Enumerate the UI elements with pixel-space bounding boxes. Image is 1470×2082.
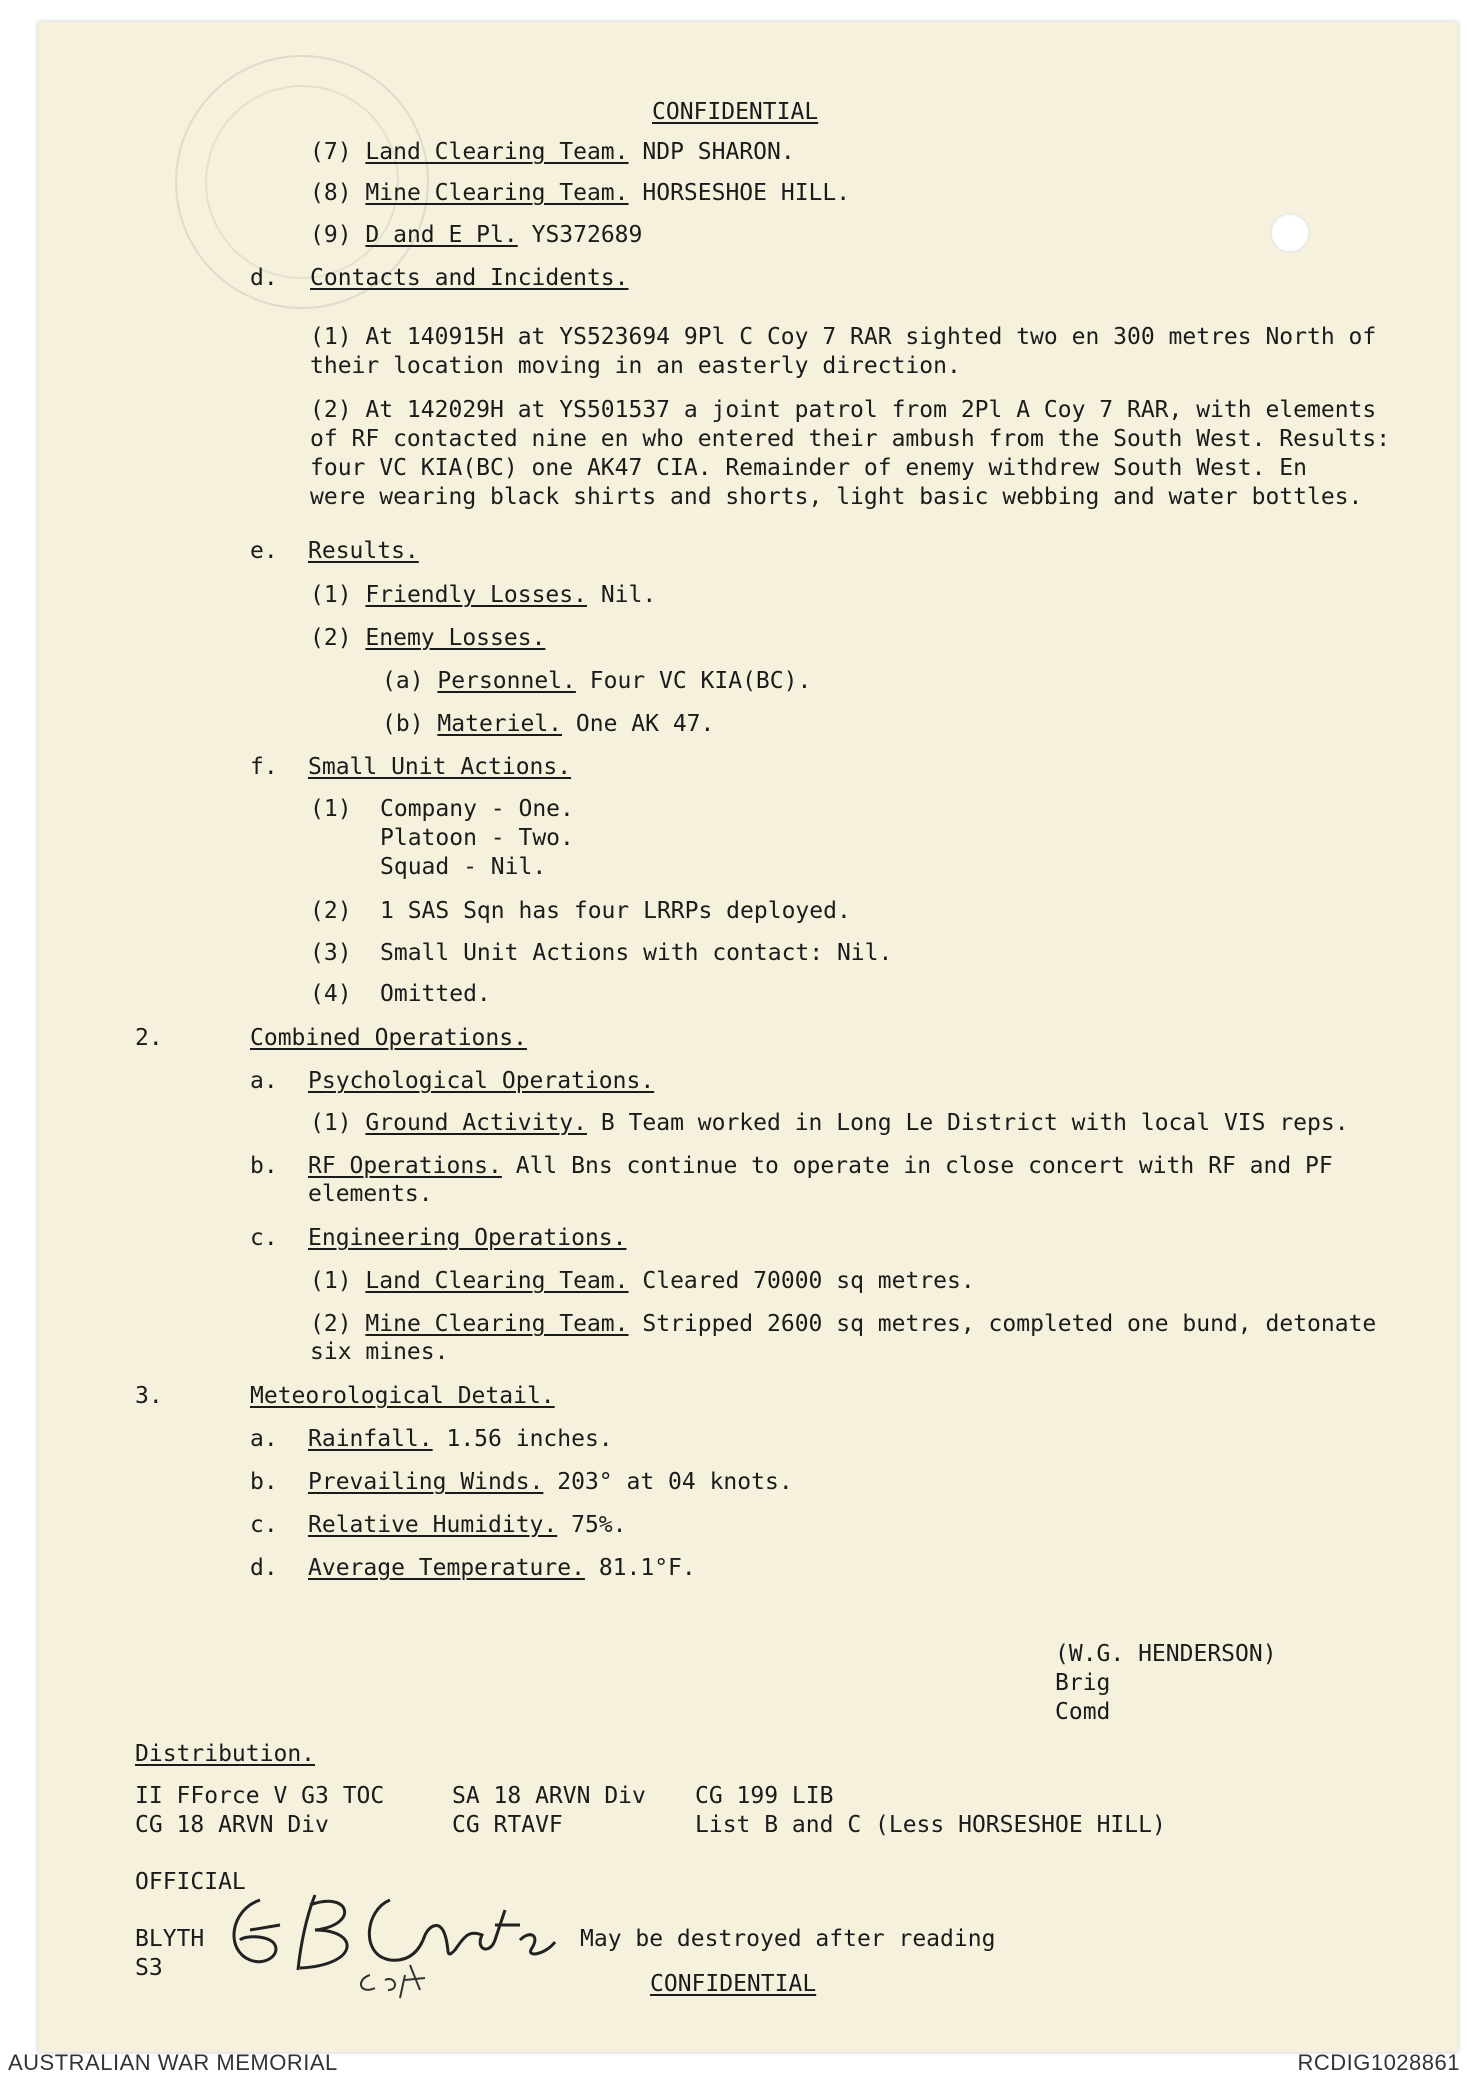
enemy-materiel-label: Materiel. (437, 711, 563, 737)
psyops-heading: Psychological Operations. (308, 1068, 655, 1094)
sua-company: Company - One. (380, 796, 574, 822)
eng-land-clearing (310, 1267, 975, 1296)
rf-operations-cont: elements. (308, 1181, 433, 1207)
item-7-num: (7) (310, 139, 352, 165)
sua-4-num: (4) (310, 981, 352, 1007)
punch-hole (1270, 213, 1310, 253)
rf-operations-label: RF Operations. (308, 1153, 502, 1179)
contact-1-line-2: their location moving in an easterly direction. (310, 353, 961, 379)
met-d-letter: d. (250, 1555, 278, 1581)
sua-3-text: Small Unit Actions with contact: Nil. (380, 940, 893, 966)
enemy-materiel-value: One AK 47. (575, 711, 715, 737)
section-2-num: 2. (135, 1025, 163, 1051)
eng-land-clearing-num: (1) (310, 1268, 352, 1294)
sua-4-text: Omitted. (380, 981, 491, 1007)
destroy-note: May be destroyed after reading (580, 1926, 996, 1952)
contact-2-line-2: of RF contacted nine en who entered their ambush from the South West. Results: (310, 426, 1391, 452)
classification-footer: CONFIDENTIAL (650, 1971, 817, 1997)
eng-mine-clearing-cont: six mines. (310, 1339, 449, 1365)
section-3-heading: Meteorological Detail. (250, 1383, 555, 1409)
contact-2-line-1: (2) At 142029H at YS501537 a joint patrol from 2Pl A Coy 7 RAR, with elements (310, 397, 1377, 423)
archive-label: AUSTRALIAN WAR MEMORIAL (8, 2050, 338, 2075)
signatory-rank: Brig (1055, 1670, 1111, 1696)
enemy-losses-num: (2) (310, 625, 352, 651)
met-temperature-value: 81.1°F. (598, 1555, 696, 1581)
dist-col1-row1: II FForce V G3 TOC (135, 1783, 385, 1809)
enemy-personnel-num: (a) (382, 668, 424, 694)
item-7-value: NDP SHARON. (642, 139, 795, 165)
met-b-letter: b. (250, 1469, 278, 1495)
sua-3-num: (3) (310, 940, 352, 966)
handwritten-signature (220, 1880, 580, 2000)
contact-2-line-4: were wearing black shirts and shorts, light basic webbing and water bottles. (310, 484, 1363, 510)
dist-col2-row1: SA 18 ARVN Div (452, 1783, 646, 1809)
section-2c-letter: c. (250, 1225, 278, 1251)
eng-mine-clearing-label: Mine Clearing Team. (365, 1311, 629, 1337)
met-humidity-label: Relative Humidity. (308, 1512, 558, 1538)
contact-2-line-3: four VC KIA(BC) one AK47 CIA. Remainder of enemy withdrew South West. En (310, 455, 1307, 481)
ground-activity (310, 1109, 1349, 1138)
ground-activity-label: Ground Activity. (365, 1110, 587, 1136)
friendly-losses-value: Nil. (600, 582, 657, 608)
sua-squad: Squad - Nil. (380, 854, 547, 880)
eng-mine-clearing-num: (2) (310, 1311, 352, 1337)
archive-id: RCDIG1028861 (1297, 2050, 1460, 2075)
section-d-heading: Contacts and Incidents. (310, 265, 629, 291)
friendly-losses-label: Friendly Losses. (365, 582, 587, 608)
met-c-letter: c. (250, 1512, 278, 1538)
item-9 (310, 221, 642, 250)
item-8 (310, 179, 850, 208)
met-rainfall-label: Rainfall. (308, 1426, 433, 1452)
dist-col2-row2: CG RTAVF (452, 1812, 563, 1838)
ground-activity-num: (1) (310, 1110, 352, 1136)
sua-2-num: (2) (310, 898, 352, 924)
item-9-num: (9) (310, 222, 352, 248)
item-8-value: HORSESHOE HILL. (642, 180, 851, 206)
contact-1-line-1: (1) At 140915H at YS523694 9Pl C Coy 7 RAR sighted two en 300 metres North of (310, 324, 1377, 350)
section-2a-letter: a. (250, 1068, 278, 1094)
met-rainfall (308, 1425, 613, 1454)
dist-col3-row1: CG 199 LIB (695, 1783, 834, 1809)
enemy-personnel (382, 667, 811, 696)
signatory-appointment: Comd (1055, 1699, 1111, 1725)
enemy-materiel-num: (b) (382, 711, 424, 737)
distribution-heading: Distribution. (135, 1741, 316, 1767)
section-2-heading: Combined Operations. (250, 1025, 527, 1051)
eng-land-clearing-value: Cleared 70000 sq metres. (642, 1268, 975, 1294)
eng-mine-clearing (310, 1310, 1376, 1339)
official-name: BLYTH (135, 1926, 205, 1952)
dist-col3-row2: List B and C (Less HORSESHOE HILL) (695, 1812, 1166, 1838)
official-position: S3 (135, 1955, 163, 1981)
friendly-losses-num: (1) (310, 582, 352, 608)
enemy-personnel-label: Personnel. (437, 668, 576, 694)
met-winds-value: 203° at 04 knots. (557, 1469, 793, 1495)
friendly-losses (310, 581, 656, 610)
met-humidity-value: 75%. (571, 1512, 627, 1538)
enemy-losses (310, 624, 545, 653)
item-7 (310, 138, 795, 167)
item-8-num: (8) (310, 180, 352, 206)
met-a-letter: a. (250, 1426, 278, 1452)
met-winds (308, 1468, 793, 1497)
met-humidity (308, 1511, 627, 1540)
section-3-num: 3. (135, 1383, 163, 1409)
ground-activity-value: B Team worked in Long Le District with local VIS reps. (600, 1110, 1349, 1136)
met-temperature-label: Average Temperature. (308, 1555, 585, 1581)
eng-mine-clearing-value: Stripped 2600 sq metres, completed one bund, detonate (642, 1311, 1377, 1337)
met-temperature (308, 1554, 696, 1583)
item-9-label: D and E Pl. (365, 222, 518, 248)
section-e-heading: Results. (308, 538, 419, 564)
section-f-letter: f. (250, 754, 278, 780)
rf-operations-value: All Bns continue to operate in close concert with RF and PF (515, 1153, 1333, 1179)
official-label: OFFICIAL (135, 1869, 246, 1895)
eng-land-clearing-label: Land Clearing Team. (365, 1268, 629, 1294)
engineering-heading: Engineering Operations. (308, 1225, 627, 1251)
met-rainfall-value: 1.56 inches. (446, 1426, 613, 1452)
enemy-materiel (382, 710, 714, 739)
section-2b-letter: b. (250, 1153, 278, 1179)
section-f-heading: Small Unit Actions. (308, 754, 572, 780)
sua-platoon: Platoon - Two. (380, 825, 574, 851)
item-7-label: Land Clearing Team. (365, 139, 629, 165)
section-d-letter: d. (250, 265, 278, 291)
dist-col1-row2: CG 18 ARVN Div (135, 1812, 329, 1838)
item-8-label: Mine Clearing Team. (365, 180, 629, 206)
sua-1-num: (1) (310, 796, 352, 822)
section-e-letter: e. (250, 538, 278, 564)
rf-operations (308, 1152, 1333, 1181)
sua-2-text: 1 SAS Sqn has four LRRPs deployed. (380, 898, 851, 924)
enemy-losses-label: Enemy Losses. (365, 625, 546, 651)
classification-header: CONFIDENTIAL (652, 99, 819, 125)
enemy-personnel-value: Four VC KIA(BC). (589, 668, 812, 694)
signatory-name: (W.G. HENDERSON) (1055, 1641, 1277, 1667)
met-winds-label: Prevailing Winds. (308, 1469, 544, 1495)
item-9-value: YS372689 (531, 222, 643, 248)
